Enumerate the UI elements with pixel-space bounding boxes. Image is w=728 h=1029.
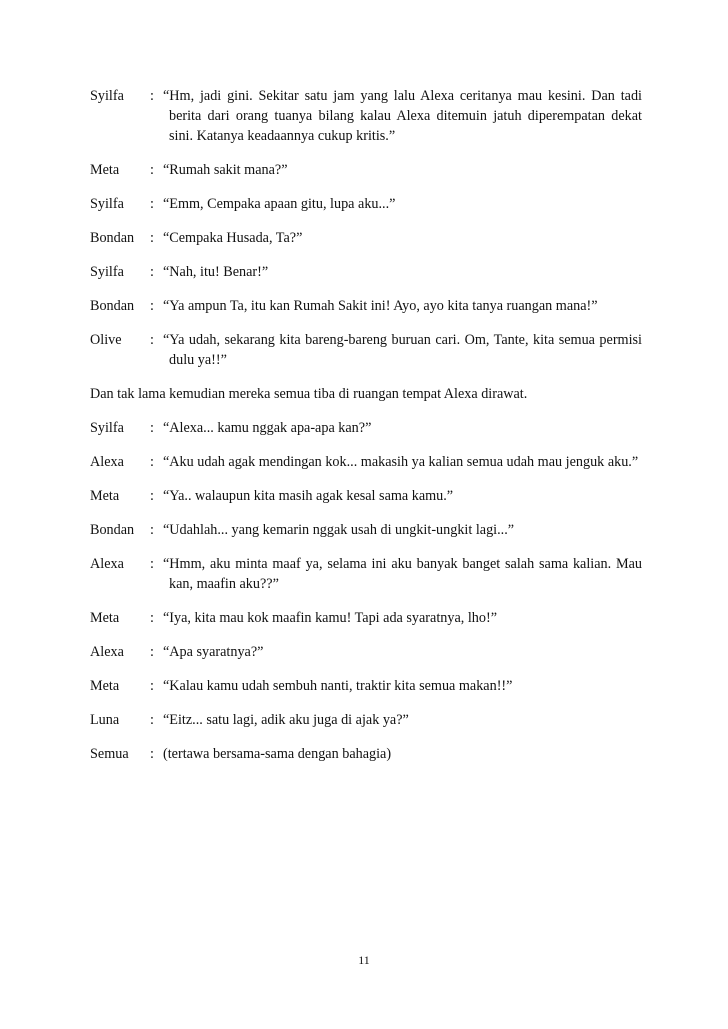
speech-text: “Alexa... kamu nggak apa-apa kan?”	[163, 420, 372, 436]
dialogue-line	[90, 228, 642, 248]
speaker-name: Alexa	[90, 454, 124, 470]
dialogue-line	[90, 608, 642, 628]
speech-text: “Aku udah agak mendingan kok... makasih ya kalian semua udah mau jenguk aku.”	[163, 454, 639, 470]
speech-text: “Apa syaratnya?”	[163, 644, 264, 660]
colon: :	[150, 332, 154, 348]
colon: :	[150, 264, 154, 280]
dialogue-line	[90, 86, 642, 146]
dialogue-line	[90, 744, 642, 764]
dialogue-line	[90, 676, 642, 696]
speaker-name: Bondan	[90, 230, 135, 246]
colon: :	[150, 522, 154, 538]
speech-text: “Iya, kita mau kok maafin kamu! Tapi ada syaratnya, lho!”	[163, 610, 497, 626]
dialogue-line	[90, 452, 642, 472]
colon: :	[150, 678, 154, 694]
script-page	[90, 86, 642, 778]
dialogue-line	[90, 710, 642, 730]
speaker-name: Meta	[90, 678, 120, 694]
colon: :	[150, 454, 154, 470]
speaker-name: Olive	[90, 332, 122, 348]
speaker-name: Meta	[90, 488, 120, 504]
speech-text: (tertawa bersama-sama dengan bahagia)	[163, 746, 392, 762]
speaker-name: Meta	[90, 162, 120, 178]
speech-text: “Rumah sakit mana?”	[163, 162, 288, 178]
dialogue-line	[90, 194, 642, 214]
speaker-name: Syilfa	[90, 196, 124, 212]
speaker-name: Meta	[90, 610, 120, 626]
dialogue-line	[90, 262, 642, 282]
speech-text: “Eitz... satu lagi, adik aku juga di ajak ya?”	[163, 712, 409, 728]
dialogue-line	[90, 296, 642, 316]
speech-text: “Udahlah... yang kemarin nggak usah di ungkit-ungkit lagi...”	[163, 522, 515, 538]
speaker-name: Alexa	[90, 556, 124, 572]
speech-text: “Hm, jadi gini. Sekitar satu jam yang lalu Alexa ceritanya mau kesini. Dan tadi berita dari orang tuanya bilang kalau Alexa ditemuin jatuh diperempatan dekat sini. Katanya keadaannya cukup kritis.”	[163, 88, 642, 144]
colon: :	[150, 196, 154, 212]
dialogue-line	[90, 554, 642, 594]
dialogue-line	[90, 486, 642, 506]
speech-text: “Ya udah, sekarang kita bareng-bareng buruan cari. Om, Tante, kita semua permisi dulu ya!!”	[163, 332, 642, 368]
speech-text: “Nah, itu! Benar!”	[163, 264, 269, 280]
dialogue-line	[90, 642, 642, 662]
colon: :	[150, 488, 154, 504]
dialogue-line	[90, 330, 642, 370]
dialogue-line	[90, 160, 642, 180]
speech-text: “Ya ampun Ta, itu kan Rumah Sakit ini! Ayo, ayo kita tanya ruangan mana!”	[163, 298, 598, 314]
colon: :	[150, 298, 154, 314]
narration-text: Dan tak lama kemudian mereka semua tiba di ruangan tempat Alexa dirawat.	[90, 386, 528, 402]
speaker-name: Syilfa	[90, 88, 124, 104]
speaker-name: Syilfa	[90, 264, 124, 280]
speech-text: “Kalau kamu udah sembuh nanti, traktir kita semua makan!!”	[163, 678, 513, 694]
colon: :	[150, 746, 154, 762]
dialogue-line	[90, 418, 642, 438]
colon: :	[150, 644, 154, 660]
dialogue-line	[90, 520, 642, 540]
speaker-name: Semua	[90, 746, 129, 762]
speaker-name: Bondan	[90, 298, 135, 314]
colon: :	[150, 610, 154, 626]
colon: :	[150, 162, 154, 178]
colon: :	[150, 420, 154, 436]
colon: :	[150, 712, 154, 728]
speaker-name: Bondan	[90, 522, 135, 538]
speech-text: “Cempaka Husada, Ta?”	[163, 230, 303, 246]
colon: :	[150, 230, 154, 246]
speaker-name: Syilfa	[90, 420, 124, 436]
colon: :	[150, 88, 154, 104]
speech-text: “Ya.. walaupun kita masih agak kesal sama kamu.”	[163, 488, 454, 504]
colon: :	[150, 556, 154, 572]
page-number: 11	[358, 953, 370, 967]
speaker-name: Luna	[90, 712, 120, 728]
speech-text: “Hmm, aku minta maaf ya, selama ini aku banyak banget salah sama kalian. Mau kan, maafin aku??”	[163, 556, 642, 592]
speaker-name: Alexa	[90, 644, 124, 660]
speech-text: “Emm, Cempaka apaan gitu, lupa aku...”	[163, 196, 396, 212]
